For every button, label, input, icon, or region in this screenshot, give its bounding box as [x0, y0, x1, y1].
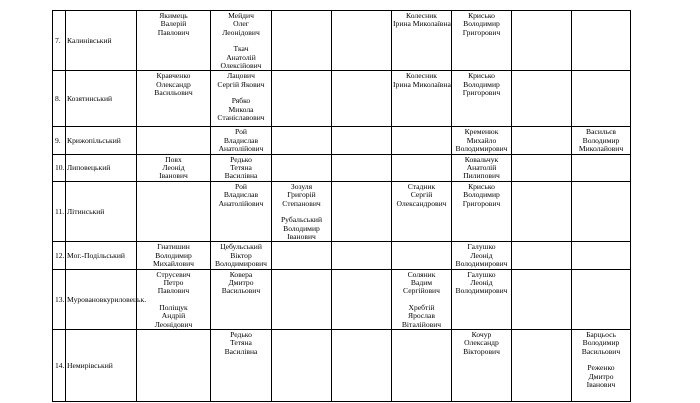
table-row [53, 71, 631, 127]
person-name [453, 128, 510, 153]
assignee-cell [572, 127, 631, 154]
person-name [453, 243, 510, 268]
name-line: Цебульський [220, 242, 262, 252]
row-number: 9. [53, 127, 66, 154]
table-row [53, 11, 631, 71]
assignee-cell [512, 269, 572, 329]
assignee-cell [137, 269, 211, 329]
table-body [53, 11, 631, 402]
assignee-cell [272, 11, 332, 71]
name-line: Микола [228, 104, 254, 114]
name-line: Повх [165, 154, 182, 164]
assignee-cell [392, 269, 452, 329]
district-name: Мог.-Подільський [66, 242, 137, 269]
assignee-cell [211, 127, 272, 154]
name-line: Анатолій [466, 163, 497, 173]
district-name: Липовецький [66, 154, 137, 181]
name-line: Михайлович [152, 259, 194, 269]
name-line: Олександр [156, 79, 191, 89]
name-line: Васильович [154, 88, 193, 98]
name-line: Володимирович [455, 286, 508, 296]
district-name: Калинівський [66, 11, 137, 71]
assignee-cell [452, 181, 512, 241]
name-line: Іванович [159, 171, 188, 181]
name-line: Іванович [586, 380, 616, 389]
person-name [138, 12, 209, 37]
assignee-cell [572, 154, 631, 181]
name-line: Кочур [471, 329, 492, 339]
name-line: Редько [230, 154, 252, 164]
name-line: Володимирович [215, 259, 267, 269]
name-line: Іванович [287, 231, 316, 241]
assignee-cell [392, 242, 452, 269]
district-name: Немирівський [66, 329, 137, 401]
assignee-cell [392, 181, 452, 241]
assignee-cell [211, 242, 272, 269]
name-line: Володимирович [455, 144, 508, 154]
name-line: Віктор [230, 250, 252, 260]
person-name [138, 271, 209, 296]
name-line: Леонід [162, 163, 185, 173]
name-line: Григорович [462, 27, 501, 37]
name-line: Гнатишин [157, 242, 190, 252]
name-line: Леонідович [154, 319, 193, 329]
person-name [453, 331, 510, 356]
assignee-cell [392, 329, 452, 401]
name-line: Олександрович [396, 198, 447, 208]
name-line: Владислав [223, 135, 259, 145]
person-name [453, 156, 510, 181]
name-line: Тетяна [230, 163, 252, 173]
name-line: Рой [235, 181, 247, 191]
name-line: Мейдич [228, 11, 254, 20]
person-name [138, 156, 209, 181]
table-row [53, 329, 631, 401]
name-line: Васильович [581, 346, 621, 356]
name-line: Сергійович [403, 286, 440, 296]
name-line: Соляник [407, 269, 436, 279]
assignee-cell [392, 154, 452, 181]
assignee-cell [272, 242, 332, 269]
name-line: Григорович [462, 198, 501, 208]
person-name [453, 183, 510, 208]
name-line: Петро [163, 277, 184, 287]
row-number: 7. [53, 11, 66, 71]
name-line: Андрій [161, 311, 186, 321]
name-line: Реженко [587, 363, 615, 373]
person-name [212, 183, 270, 208]
name-line: Галушко [467, 269, 496, 279]
person-name [138, 243, 209, 268]
person-name [393, 72, 450, 89]
row-number: 11. [53, 181, 66, 241]
name-line: Анатолійович [218, 144, 264, 154]
person-name [138, 304, 209, 329]
assignee-cell [332, 11, 392, 71]
name-line: Леонідович [222, 27, 260, 37]
assignee-cell [211, 71, 272, 127]
name-line: Якимець [159, 11, 188, 20]
name-line: Васильєв [586, 127, 616, 137]
assignee-cell [512, 181, 572, 241]
assignee-cell [572, 329, 631, 401]
name-line: Михайло [466, 135, 497, 145]
assignee-cell [137, 242, 211, 269]
assignee-cell [211, 269, 272, 329]
name-line: Василівна [224, 171, 258, 181]
assignee-cell [512, 127, 572, 154]
name-line: Ірина Миколаївна [393, 79, 451, 89]
person-name [453, 12, 510, 37]
name-line: Галушко [467, 242, 496, 252]
name-line: Валерій [160, 19, 187, 29]
assignee-cell [512, 71, 572, 127]
assignee-cell [392, 11, 452, 71]
person-name [212, 72, 270, 89]
person-name [212, 12, 270, 37]
assignee-cell [272, 127, 332, 154]
name-line: Тетяна [230, 338, 252, 348]
name-line: Струсевич [156, 269, 191, 279]
row-number: 13. [53, 269, 66, 329]
assignee-cell [452, 71, 512, 127]
person-name [573, 364, 629, 389]
person-name [393, 304, 450, 329]
name-line: Крисько [468, 181, 495, 191]
name-line: Рубальський [280, 215, 323, 225]
name-line: Зозуля [290, 181, 313, 191]
person-name [573, 331, 629, 356]
person-name [273, 216, 330, 241]
name-line: Миколайович [578, 144, 624, 154]
assignee-cell [332, 269, 392, 329]
name-line: Олексійович [220, 61, 262, 71]
person-name [573, 128, 629, 153]
district-assignments-table [52, 10, 631, 402]
name-line: Володимир [463, 79, 500, 89]
name-line: Крисько [468, 71, 495, 81]
name-line: Станіславович [217, 113, 265, 123]
name-line: Василівна [224, 346, 258, 356]
name-line: Ковера [229, 269, 253, 279]
name-line: Кравченко [156, 71, 191, 81]
name-line: Павлович [157, 286, 190, 296]
assignee-cell [332, 242, 392, 269]
table-row [53, 242, 631, 269]
name-line: Ковальчук [464, 154, 499, 164]
name-line: Ткач [233, 44, 249, 54]
assignee-cell [332, 154, 392, 181]
name-line: Рябко [231, 96, 251, 106]
name-line: Володимир [582, 338, 620, 348]
person-name [273, 183, 330, 208]
assignee-cell [137, 71, 211, 127]
row-number: 12. [53, 242, 66, 269]
assignee-cell [332, 127, 392, 154]
name-line: Рой [235, 127, 247, 137]
name-line: Володимир [283, 223, 320, 233]
name-line: Лацович [227, 71, 255, 81]
assignee-cell [512, 242, 572, 269]
assignee-cell [512, 11, 572, 71]
table-row [53, 154, 631, 181]
person-name [453, 72, 510, 97]
name-line: Стадник [407, 181, 436, 191]
assignee-cell [572, 181, 631, 241]
name-line: Колесник [406, 71, 437, 81]
name-line: Сергій Якович [217, 79, 265, 89]
assignee-cell [512, 329, 572, 401]
assignee-cell [392, 127, 452, 154]
name-line: Володимир [155, 250, 192, 260]
name-line: Анатолійович [218, 198, 264, 208]
person-name [453, 271, 510, 296]
assignee-cell [572, 242, 631, 269]
assignee-cell [272, 329, 332, 401]
assignee-cell [137, 127, 211, 154]
name-line: Колесник [406, 11, 437, 20]
assignee-cell [452, 242, 512, 269]
district-name: Літинський [66, 181, 137, 241]
table-row [53, 269, 631, 329]
table-row [53, 127, 631, 154]
name-line: Владислав [223, 190, 259, 200]
person-name [393, 183, 450, 208]
assignee-cell [452, 329, 512, 401]
person-name [212, 128, 270, 153]
person-name [212, 156, 270, 181]
person-name [212, 271, 270, 296]
assignee-cell [572, 71, 631, 127]
assignee-cell [137, 11, 211, 71]
name-line: Леонід [470, 250, 493, 260]
name-line: Леонід [470, 277, 493, 287]
person-name [212, 97, 270, 122]
assignee-cell [211, 181, 272, 241]
assignee-cell [137, 181, 211, 241]
assignee-cell [332, 329, 392, 401]
name-line: Васильович [221, 286, 261, 296]
assignee-cell [137, 329, 211, 401]
name-line: Володимир [582, 135, 620, 145]
name-line: Хребтій [408, 302, 435, 312]
name-line: Олег [233, 19, 249, 29]
district-name: Козятинський [66, 71, 137, 127]
assignee-cell [452, 127, 512, 154]
name-line: Кременюк [464, 127, 499, 137]
person-name [212, 45, 270, 70]
assignee-cell [211, 154, 272, 181]
table-row [53, 181, 631, 241]
name-line: Григорович [462, 88, 501, 98]
assignee-cell [272, 71, 332, 127]
assignee-cell [452, 154, 512, 181]
name-line: Ярослав [408, 311, 435, 321]
name-line: Редько [230, 329, 252, 339]
name-line: Ірина Миколаївна [393, 19, 451, 29]
name-line: Сергій [410, 190, 433, 200]
name-line: Дмитро [228, 277, 254, 287]
assignee-cell [211, 329, 272, 401]
assignee-cell [512, 154, 572, 181]
assignee-cell [272, 181, 332, 241]
name-line: Дмитро [588, 371, 614, 381]
name-line: Павлович [157, 27, 190, 37]
name-line: Григорій [287, 190, 316, 200]
row-number: 10. [53, 154, 66, 181]
name-line: Олександр [464, 338, 499, 348]
name-line: Вікторович [463, 346, 500, 356]
assignee-cell [137, 154, 211, 181]
name-line: Анатолій [226, 52, 256, 62]
row-number: 8. [53, 71, 66, 127]
name-line: Барцьось [586, 329, 616, 339]
assignee-cell [332, 181, 392, 241]
name-line: Крисько [468, 11, 495, 20]
person-name [393, 271, 450, 296]
name-line: Поліщук [159, 302, 188, 312]
person-name [138, 72, 209, 97]
name-line: Степанович [282, 198, 321, 208]
district-name: Муровановкуриловецьк. [66, 269, 137, 329]
name-line: Пилипович [463, 171, 500, 181]
person-name [212, 243, 270, 268]
assignee-cell [332, 71, 392, 127]
name-line: Володимир [463, 190, 500, 200]
assignee-cell [452, 269, 512, 329]
assignee-cell [211, 11, 272, 71]
name-line: Вадим [410, 277, 433, 287]
assignee-cell [452, 11, 512, 71]
assignee-cell [572, 269, 631, 329]
person-name [393, 12, 450, 29]
row-number: 14. [53, 329, 66, 401]
person-name [212, 331, 270, 356]
name-line: Володимир [463, 19, 500, 29]
district-name: Крижопільський [66, 127, 137, 154]
assignee-cell [392, 71, 452, 127]
assignee-cell [272, 154, 332, 181]
assignee-cell [572, 11, 631, 71]
name-line: Віталійович [401, 319, 442, 329]
assignee-cell [272, 269, 332, 329]
name-line: Володимирович [455, 259, 508, 269]
